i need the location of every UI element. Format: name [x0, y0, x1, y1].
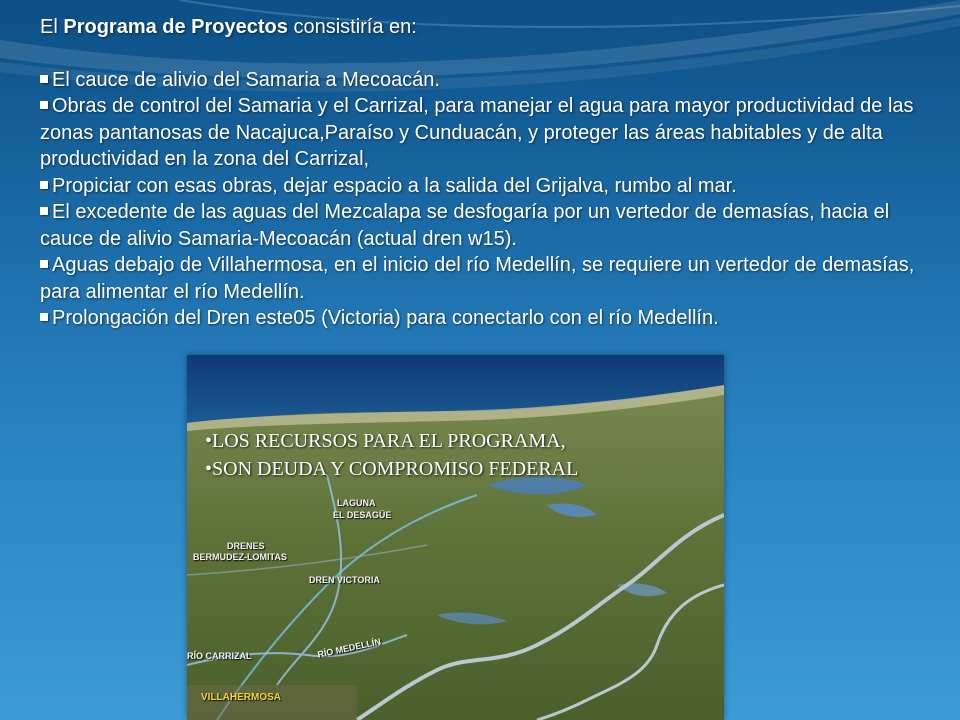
square-bullet-icon [40, 75, 48, 83]
slide-text [40, 14, 945, 332]
map-label-bermudez: BERMUDEZ-LOMITAS [193, 552, 287, 562]
map-label-rio-medellin: RÍO MEDELLÍN [316, 636, 382, 660]
heading-bold: Programa de Proyectos [63, 16, 288, 38]
bullet-item [40, 173, 945, 200]
square-bullet-icon [40, 260, 48, 268]
aerial-map-image [187, 355, 724, 720]
map-terrain [187, 355, 724, 720]
bullet-text: Obras de control del Samaria y el Carrizal, para manejar el agua para mayor productividad de las zonas pantanosas de Nacajuca,Paraíso y Cunduacán, y proteger las áreas habitables y de alta productividad en la zona del Carrizal, [40, 95, 914, 170]
map-label-laguna: LAGUNA [337, 498, 376, 508]
bullet-item [40, 93, 945, 173]
map-label-desague: EL DESAGÜE [333, 510, 392, 520]
overlay-line-recursos: •LOS RECURSOS PARA EL PROGRAMA, [205, 430, 566, 452]
heading-prefix: El [40, 16, 58, 38]
map-label-villahermosa: VILLAHERMOSA [201, 692, 281, 703]
square-bullet-icon [40, 313, 48, 321]
slide-heading [40, 14, 945, 41]
map-label-drenes: DRENES [227, 541, 265, 551]
bullet-text: El excedente de las aguas del Mezcalapa se desfogaría por un vertedor de demasías, hacia el cauce de alivio Samaria-Mecoacán (actual dren w15). [40, 201, 890, 250]
bullet-item [40, 305, 945, 332]
bullet-text: Prolongación del Dren este05 (Victoria) para conectarlo con el río Medellín. [52, 307, 719, 329]
square-bullet-icon [40, 207, 48, 215]
map-overlay-text [205, 427, 578, 483]
bullet-text: El cauce de alivio del Samaria a Mecoacán. [52, 68, 440, 91]
bullet-item [40, 199, 945, 252]
bullet-item [40, 67, 945, 94]
bullet-item [40, 252, 945, 305]
square-bullet-icon [40, 101, 48, 109]
map-label-dren-victoria: DREN VICTORIA [309, 575, 380, 585]
bullet-text: Propiciar con esas obras, dejar espacio a la salida del Grijalva, rumbo al mar. [52, 174, 737, 197]
square-bullet-icon [40, 181, 48, 189]
map-label-rio-carrizal: RÍO CARRIZAL [187, 651, 252, 661]
overlay-line-deuda: •SON DEUDA Y COMPROMISO FEDERAL [205, 458, 579, 480]
heading-suffix: consistiría en: [293, 16, 417, 38]
bullet-text: Aguas debajo de Villahermosa, en el inicio del río Medellín, se requiere un vertedor de demasías, para alimentar el río Medellín. [40, 254, 915, 303]
